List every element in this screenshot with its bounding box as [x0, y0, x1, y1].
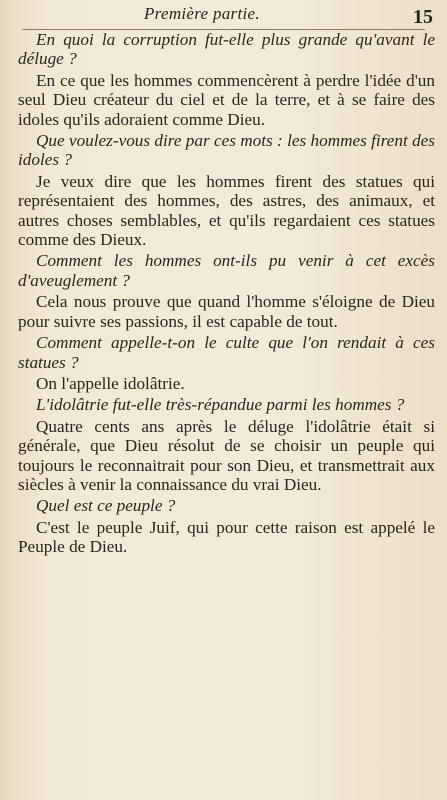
question-paragraph: Quel est ce peuple ?	[36, 496, 176, 516]
running-title: Première partie.	[144, 4, 260, 23]
answer-paragraph: Quatre cents ans après le déluge l'idolâtrie était si générale, que Dieu résolut de se choisir un peuple qui toujours le reconnaitrait pour son Dieu, et transmettrait aux siècles à venir la connaissance du vrai Dieu.	[18, 416, 435, 494]
question-paragraph: En quoi la corruption fut-elle plus grande qu'avant le déluge ?	[18, 30, 435, 69]
question-paragraph: L'idolâtrie fut-elle très-répandue parmi les hommes ?	[36, 395, 405, 415]
answer-paragraph: Je veux dire que les hommes firent des statues qui représentaient des hommes, des astres, des animaux, et autres choses semblables, et qu'ils regardaient ces statues comme des Dieux.	[18, 171, 435, 250]
answer-paragraph: C'est le peuple Juif, qui pour cette raison est appelé le Peuple de Dieu.	[18, 517, 435, 557]
question-paragraph: Comment appelle-t-on le culte que l'on rendait à ces statues ?	[18, 333, 435, 372]
answer-paragraph: On l'appelle idolâtrie.	[36, 373, 185, 393]
question-paragraph: Comment les hommes ont-ils pu venir à cet excès d'aveuglement ?	[18, 251, 435, 290]
answer-paragraph: Cela nous prouve que quand l'homme s'éloigne de Dieu pour suivre ses passions, il est capable de tout.	[18, 292, 435, 331]
catechism-text	[18, 30, 435, 557]
page-number: 15	[413, 6, 433, 28]
page-header	[0, 4, 447, 30]
question-paragraph: Que voulez-vous dire par ces mots : les hommes firent des idoles ?	[18, 131, 435, 170]
answer-paragraph: En ce que les hommes commencèrent à perdre l'idée d'un seul Dieu créateur du ciel et de la terre, et à se faire des idoles qu'ils adoraient comme Dieu.	[18, 70, 435, 129]
